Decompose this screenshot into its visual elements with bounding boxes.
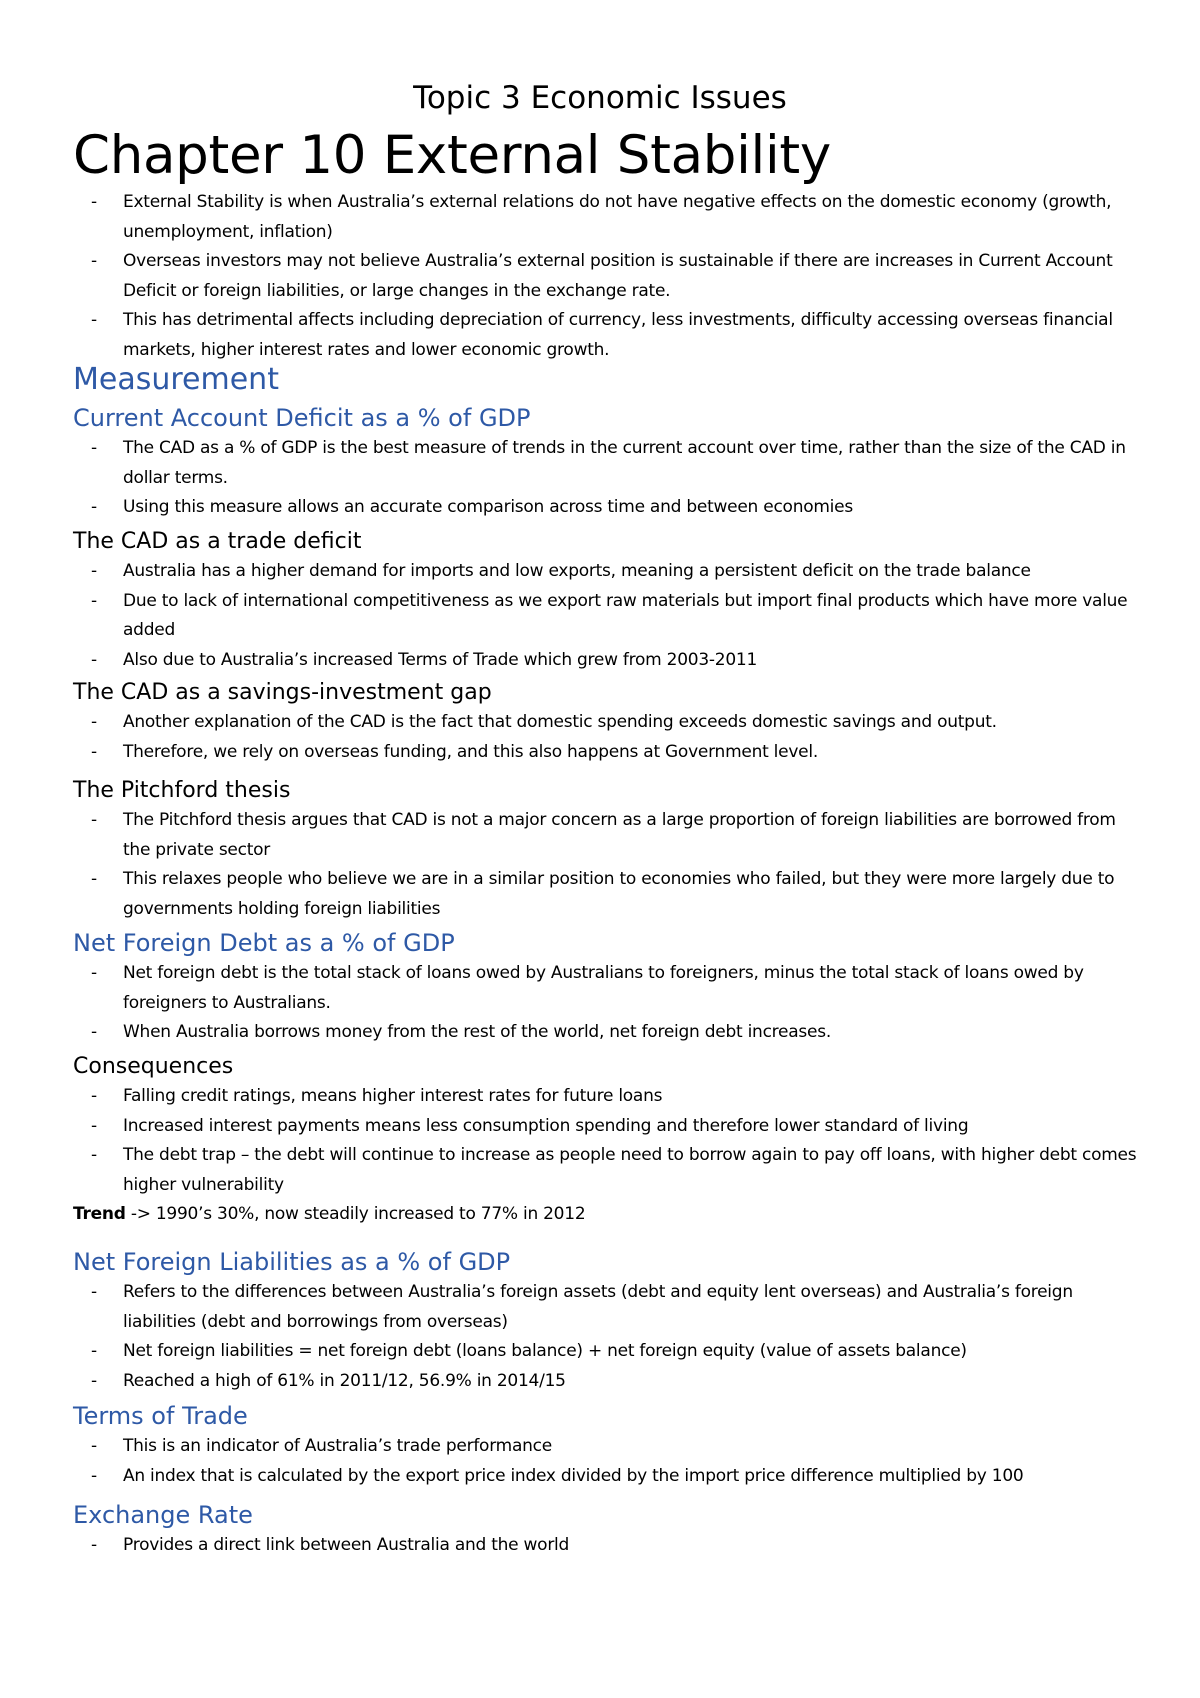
bullet-text: An index that is calculated by the export price index divided by the import price difference multiplied by 100 [123, 1465, 1024, 1486]
bullet-dash: - [91, 1282, 97, 1302]
savings-gap-section [73, 678, 1143, 767]
bullet-dash: - [91, 1115, 97, 1136]
bullet-item [73, 1278, 1143, 1337]
bullet-text: The debt trap – the debt will continue to increase as people need to borrow again to pay off loans, with higher debt comes higher vulnerability [123, 1145, 1137, 1195]
bullet-item [73, 557, 1143, 587]
bullet-dash: - [91, 497, 97, 517]
bullet-item [73, 434, 1143, 493]
bullet-text: The CAD as a % of GDP is the best measure of trends in the current account over time, rather than the size of the CAD in dollar terms. [123, 438, 1126, 488]
bullet-text: Net foreign debt is the total stack of loans owed by Australians to foreigners, minus the total stack of loans owed by foreigners to Australians. [123, 963, 1084, 1013]
bullet-text: This relaxes people who believe we are in a similar position to economies who failed, but they were more largely due to governments holding foreign liabilities [123, 869, 1115, 919]
bullet-text: Using this measure allows an accurate comparison across time and between economies [123, 497, 853, 517]
consequences-section [73, 1052, 1143, 1200]
bullet-dash: - [91, 251, 97, 271]
topic-title: Topic 3 Economic Issues [413, 80, 787, 116]
bullet-dash: - [91, 1086, 97, 1106]
consequences-heading: Consequences [73, 1054, 234, 1079]
bullet-dash: - [91, 1145, 97, 1165]
bullet-item [73, 1018, 1143, 1048]
bullet-item [73, 188, 1143, 247]
bullet-dash: - [91, 1341, 97, 1361]
bullet-item [73, 738, 1143, 768]
nfd-list [73, 959, 1143, 1048]
savings-gap-heading: The CAD as a savings-investment gap [73, 680, 492, 705]
bullet-dash: - [91, 1535, 97, 1555]
pitchford-list [73, 806, 1143, 924]
bullet-item [73, 1112, 1143, 1142]
bullet-text: Refers to the differences between Australia’s foreign assets (debt and equity lent overseas) and Australia’s foreign liabilities (debt and borrowings from overseas) [123, 1282, 1073, 1332]
bullet-dash: - [91, 869, 97, 889]
bullet-dash: - [91, 1465, 97, 1486]
bullet-item [73, 306, 1143, 365]
bullet-item [73, 587, 1143, 646]
bullet-dash: - [91, 741, 97, 762]
bullet-text: Another explanation of the CAD is the fact that domestic spending exceeds domestic savings and output. [123, 712, 997, 732]
chapter-title: Chapter 10 External Stability [73, 125, 831, 186]
bullet-item [73, 959, 1143, 1018]
tot-section [73, 1400, 1143, 1491]
bullet-item [73, 708, 1143, 738]
tot-heading: Terms of Trade [73, 1402, 248, 1430]
bullet-dash: - [91, 963, 97, 983]
bullet-dash: - [91, 561, 97, 581]
exchange-list [73, 1531, 1143, 1561]
bullet-text: Falling credit ratings, means higher interest rates for future loans [123, 1086, 663, 1106]
bullet-text: Increased interest payments means less consumption spending and therefore lower standard of living [123, 1115, 969, 1136]
bullet-item [73, 1531, 1143, 1561]
bullet-text: Australia has a higher demand for imports and low exports, meaning a persistent deficit on the trade balance [123, 561, 1031, 581]
pitchford-heading: The Pitchford thesis [73, 778, 291, 803]
bullet-dash: - [91, 810, 97, 830]
trade-deficit-section [73, 527, 1143, 675]
nfl-section [73, 1246, 1143, 1396]
bullet-item [73, 1082, 1143, 1112]
nfd-section [73, 927, 1143, 1048]
intro-section [73, 188, 1143, 365]
exchange-heading: Exchange Rate [73, 1501, 253, 1529]
exchange-section [73, 1499, 1143, 1561]
bullet-dash: - [91, 192, 97, 212]
bullet-dash: - [91, 310, 97, 330]
bullet-dash: - [91, 1370, 97, 1391]
cad-heading: Current Account Deficit as a % of GDP [73, 404, 531, 432]
bullet-dash: - [91, 712, 97, 732]
bullet-text: This has detrimental affects including depreciation of currency, less investments, difficulty accessing overseas financial markets, higher interest rates and lower economic growth. [123, 310, 1113, 360]
bullet-text: Due to lack of international competitiveness as we export raw materials but import final products which have more value added [123, 590, 1128, 640]
bullet-item [73, 646, 1143, 676]
nfd-heading: Net Foreign Debt as a % of GDP [73, 929, 455, 957]
bullet-item [73, 1141, 1143, 1200]
bullet-dash: - [91, 649, 97, 670]
intro-list [73, 188, 1143, 365]
bullet-dash: - [91, 590, 97, 611]
trend-text: -> 1990’s 30%, now steadily increased to 77% in 2012 [125, 1204, 586, 1224]
bullet-item [73, 1432, 1143, 1462]
bullet-item [73, 1337, 1143, 1367]
cad-list [73, 434, 1143, 523]
bullet-dash: - [91, 1436, 97, 1456]
consequences-list [73, 1082, 1143, 1200]
trade-deficit-list [73, 557, 1143, 675]
pitchford-section [73, 776, 1143, 924]
bullet-text: Overseas investors may not believe Australia’s external position is sustainable if there are increases in Current Account Deficit or foreign liabilities, or large changes in the exchange rate. [123, 251, 1113, 301]
bullet-item [73, 247, 1143, 306]
trend-label: Trend [73, 1204, 126, 1224]
bullet-text: Also due to Australia’s increased Terms of Trade which grew from 2003-2011 [123, 649, 758, 670]
bullet-item [73, 493, 1143, 523]
nfl-list [73, 1278, 1143, 1396]
measurement-section [73, 360, 1143, 400]
trend-line [73, 1200, 1143, 1230]
trade-deficit-heading: The CAD as a trade deficit [73, 529, 362, 554]
cad-section [73, 402, 1143, 523]
bullet-item [73, 1367, 1143, 1397]
trend-section [73, 1200, 1143, 1230]
bullet-item [73, 1462, 1143, 1492]
bullet-text: The Pitchford thesis argues that CAD is not a major concern as a large proportion of foreign liabilities are borrowed from the private sector [123, 810, 1116, 860]
bullet-dash: - [91, 438, 97, 458]
bullet-text: Provides a direct link between Australia and the world [123, 1535, 570, 1555]
bullet-dash: - [91, 1022, 97, 1042]
measurement-heading: Measurement [73, 362, 279, 397]
bullet-text: Therefore, we rely on overseas funding, and this also happens at Government level. [123, 741, 819, 762]
nfl-heading: Net Foreign Liabilities as a % of GDP [73, 1248, 511, 1276]
bullet-text: This is an indicator of Australia’s trade performance [123, 1436, 552, 1456]
bullet-text: External Stability is when Australia’s external relations do not have negative effects on the domestic economy (growth, unemployment, inflation) [123, 192, 1112, 242]
bullet-text: When Australia borrows money from the rest of the world, net foreign debt increases. [123, 1022, 831, 1042]
bullet-text: Reached a high of 61% in 2011/12, 56.9% in 2014/15 [123, 1370, 566, 1391]
bullet-text: Net foreign liabilities = net foreign debt (loans balance) + net foreign equity (value of assets balance) [123, 1341, 967, 1361]
bullet-item [73, 865, 1143, 924]
bullet-item [73, 806, 1143, 865]
savings-gap-list [73, 708, 1143, 767]
tot-list [73, 1432, 1143, 1491]
